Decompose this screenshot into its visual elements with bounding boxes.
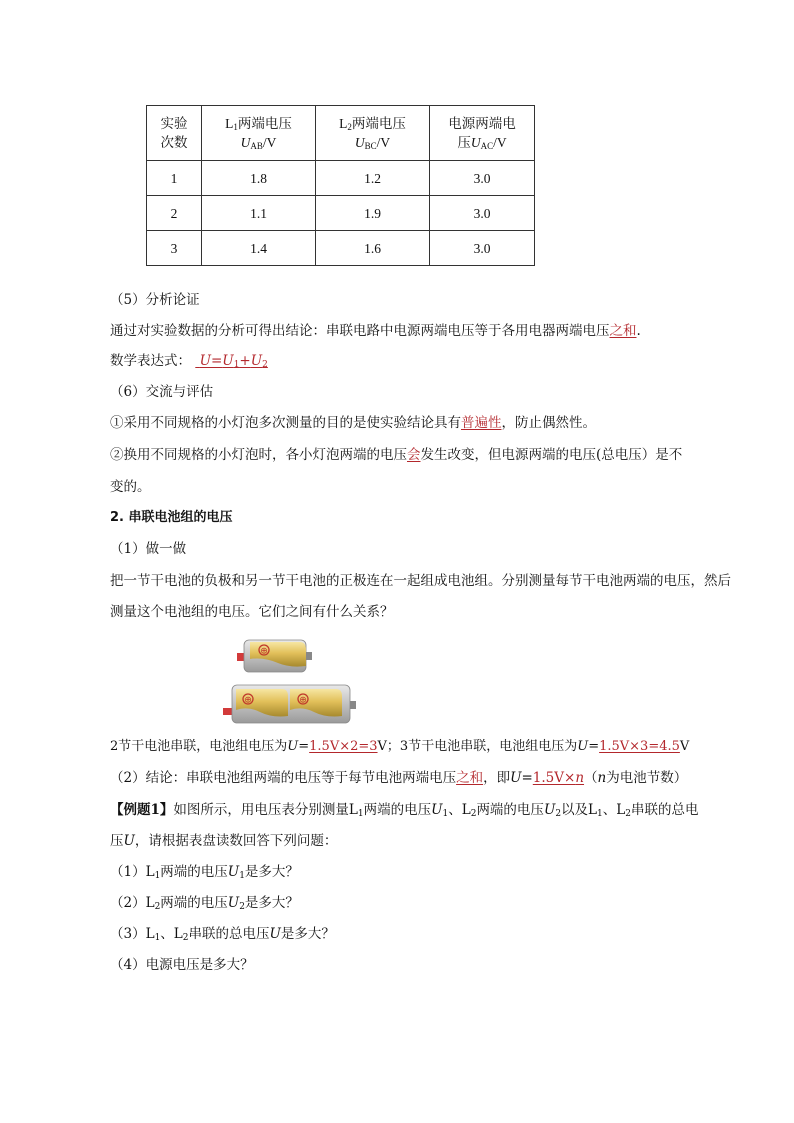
table-cell: 1.2 bbox=[316, 161, 430, 196]
section-2-sub-1: （1）做一做 bbox=[110, 541, 187, 557]
table-cell: 1 bbox=[147, 161, 202, 196]
header-l2-voltage: $L_2$两端电压 $U_{BC}/V$ bbox=[316, 106, 430, 161]
table-cell: 3.0 bbox=[430, 161, 535, 196]
question-1: $(1)L_1$两端的电压$U_1$是多大？ bbox=[110, 864, 299, 881]
positive-terminal bbox=[306, 652, 312, 660]
plus-icon: ⊕ bbox=[260, 646, 268, 657]
single-battery bbox=[237, 640, 312, 672]
battery-conclusion-line: （2）结论：串联电池组两端的电压等于每节电池两端电压之和，即U=1.5V×n（n为电池节数） bbox=[110, 770, 688, 786]
table-cell: 1.1 bbox=[202, 196, 316, 231]
example-line-1: 【例题1】如图所示，用电压表分别测量$L_1$两端的电压$U_1$、$L_2$两端的电压$U_2$以及$L_1$、$L_2$串联的总电 bbox=[110, 802, 699, 819]
table-row bbox=[147, 231, 535, 266]
plus-icon: ⊕ bbox=[299, 695, 307, 706]
battery-illustration bbox=[220, 630, 360, 725]
table-row bbox=[147, 161, 535, 196]
section-2-paragraph-l2: 测量这个电池组的电压。它们之间有什么关系？ bbox=[110, 604, 394, 620]
example-tag: 【例题1】 bbox=[110, 802, 174, 818]
header-source-voltage: 电源两端电 压$U_{AC}/V$ bbox=[430, 106, 535, 161]
table-cell: 3.0 bbox=[430, 196, 535, 231]
question-2: $(2)L_2$两端的电压$U_2$是多大？ bbox=[110, 895, 299, 912]
table-cell: 1.8 bbox=[202, 161, 316, 196]
question-3: $(3)L_1$、$L_2$串联的总电压U是多大？ bbox=[110, 926, 335, 943]
experiment-table bbox=[146, 105, 535, 266]
table-cell: 1.4 bbox=[202, 231, 316, 266]
table-cell: 1.9 bbox=[316, 196, 430, 231]
math-expression-line: 数学表达式： $U=U_1+U_2$ bbox=[110, 353, 268, 370]
table-row bbox=[147, 196, 535, 231]
section-5-conclusion: 通过对实验数据的分析可得出结论：串联电路中电源两端电压等于各用电器两端电压之和. bbox=[110, 323, 641, 339]
section-6-point-2-cont: 变的。 bbox=[110, 479, 151, 495]
section-5-heading: （5）分析论证 bbox=[110, 292, 200, 308]
section-6-point-1: ①采用不同规格的小灯泡多次测量的目的是使实验结论具有普遍性，防止偶然性。 bbox=[110, 415, 596, 431]
section-6-point-2: ②换用不同规格的小灯泡时，各小灯泡两端的电压会发生改变，但电源两端的电压(总电压）是不 bbox=[110, 447, 683, 463]
header-trial: 实验 次数 bbox=[147, 106, 202, 161]
section-2-paragraph-l1: 把一节干电池的负极和另一节干电池的正极连在一起组成电池组。分别测量每节干电池两端的电压，然后 bbox=[110, 573, 731, 589]
negative-terminal bbox=[223, 708, 232, 715]
answer-fill: 之和 bbox=[609, 323, 637, 339]
positive-terminal bbox=[350, 701, 356, 709]
section-2-heading: 2. 串联电池组的电压 bbox=[110, 510, 233, 525]
table-header-row bbox=[147, 106, 535, 161]
section-6-heading: （6）交流与评估 bbox=[110, 384, 214, 400]
table-cell: 3 bbox=[147, 231, 202, 266]
battery-result-line: 2节干电池串联，电池组电压为U=1.5V×2=3V；3节干电池串联，电池组电压为U=1.5V×3=4.5V bbox=[110, 739, 690, 754]
table-cell: 2 bbox=[147, 196, 202, 231]
header-l1-voltage: $L_1$两端电压 $U_{AB}/V$ bbox=[202, 106, 316, 161]
battery-pack bbox=[223, 685, 356, 723]
example-line-2: 压U，请根据表盘读数回答下列问题： bbox=[110, 833, 338, 849]
negative-terminal bbox=[237, 653, 244, 661]
table-cell: 1.6 bbox=[316, 231, 430, 266]
question-4: （4）电源电压是多大？ bbox=[110, 957, 254, 973]
table-cell: 3.0 bbox=[430, 231, 535, 266]
formula-answer: $U=U_1+U_2$ bbox=[199, 353, 268, 370]
plus-icon: ⊕ bbox=[244, 695, 252, 706]
